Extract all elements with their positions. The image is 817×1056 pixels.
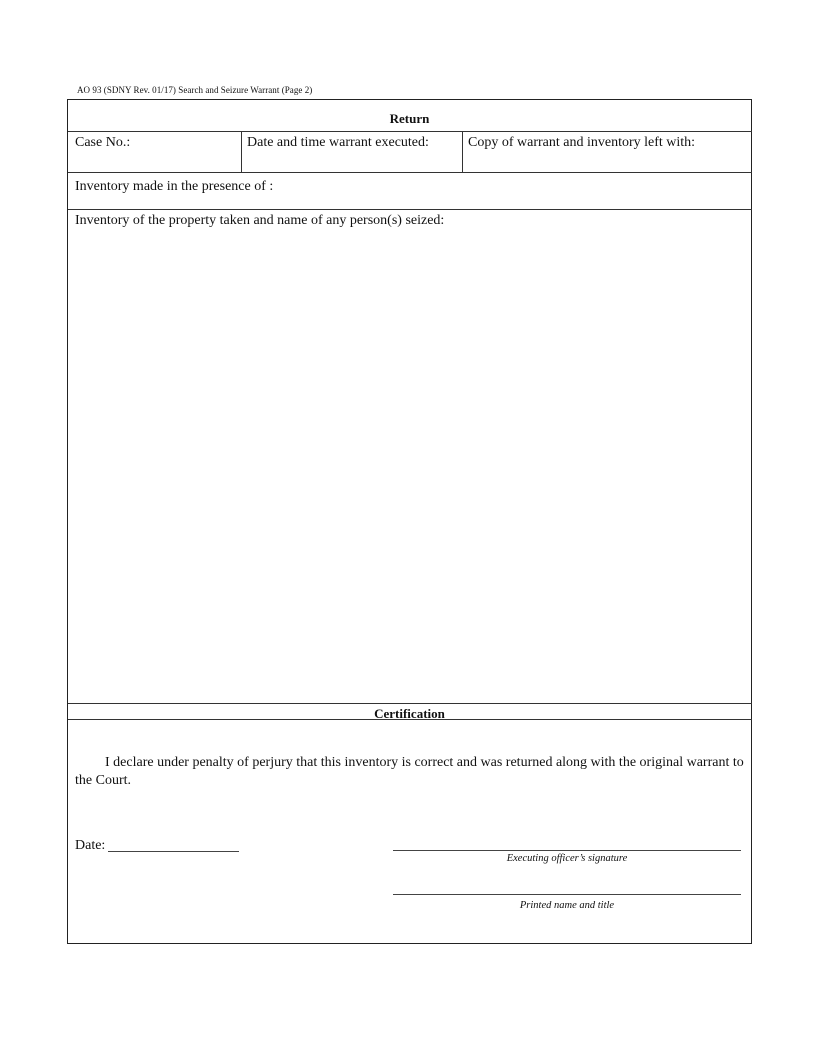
date-signature-line bbox=[108, 851, 239, 852]
date-time-executed-field[interactable] bbox=[243, 155, 461, 171]
officer-signature-field[interactable] bbox=[393, 832, 741, 849]
form-identifier: AO 93 (SDNY Rev. 01/17) Search and Seizure Warrant (Page 2) bbox=[77, 85, 313, 95]
inventory-property-label: Inventory of the property taken and name of any person(s) seized: bbox=[75, 213, 445, 228]
certification-declaration: I declare under penalty of perjury that this inventory is correct and was returned along with the original warrant to the Court. bbox=[75, 755, 744, 788]
copy-left-with-field[interactable] bbox=[464, 155, 751, 171]
printed-name-title-field[interactable] bbox=[393, 876, 741, 893]
inventory-presence-field[interactable] bbox=[300, 176, 750, 206]
printed-name-caption: Printed name and title bbox=[519, 900, 615, 911]
return-title-divider bbox=[68, 131, 752, 132]
certification-divider-top bbox=[68, 703, 752, 704]
row-divider-presence bbox=[68, 172, 752, 173]
date-time-executed-label: Date and time warrant executed: bbox=[247, 135, 429, 150]
inventory-presence-label: Inventory made in the presence of : bbox=[75, 179, 274, 194]
officer-signature-caption: Executing officer’s signature bbox=[506, 853, 628, 864]
inventory-property-field[interactable] bbox=[70, 234, 750, 700]
copy-left-with-label: Copy of warrant and inventory left with: bbox=[468, 135, 696, 150]
return-section-title: Return bbox=[389, 111, 430, 126]
certification-section-title: Certification bbox=[374, 706, 445, 721]
date-field[interactable] bbox=[108, 836, 239, 850]
date-copy-column-divider bbox=[462, 131, 463, 172]
case-date-column-divider bbox=[241, 131, 242, 172]
case-number-label: Case No.: bbox=[75, 135, 131, 150]
case-number-field[interactable] bbox=[68, 155, 240, 171]
officer-signature-line bbox=[393, 850, 741, 851]
row-divider-inventory bbox=[68, 209, 752, 210]
printed-name-line bbox=[393, 894, 741, 895]
date-label: Date: bbox=[75, 838, 106, 853]
certification-divider-bottom bbox=[68, 719, 752, 720]
